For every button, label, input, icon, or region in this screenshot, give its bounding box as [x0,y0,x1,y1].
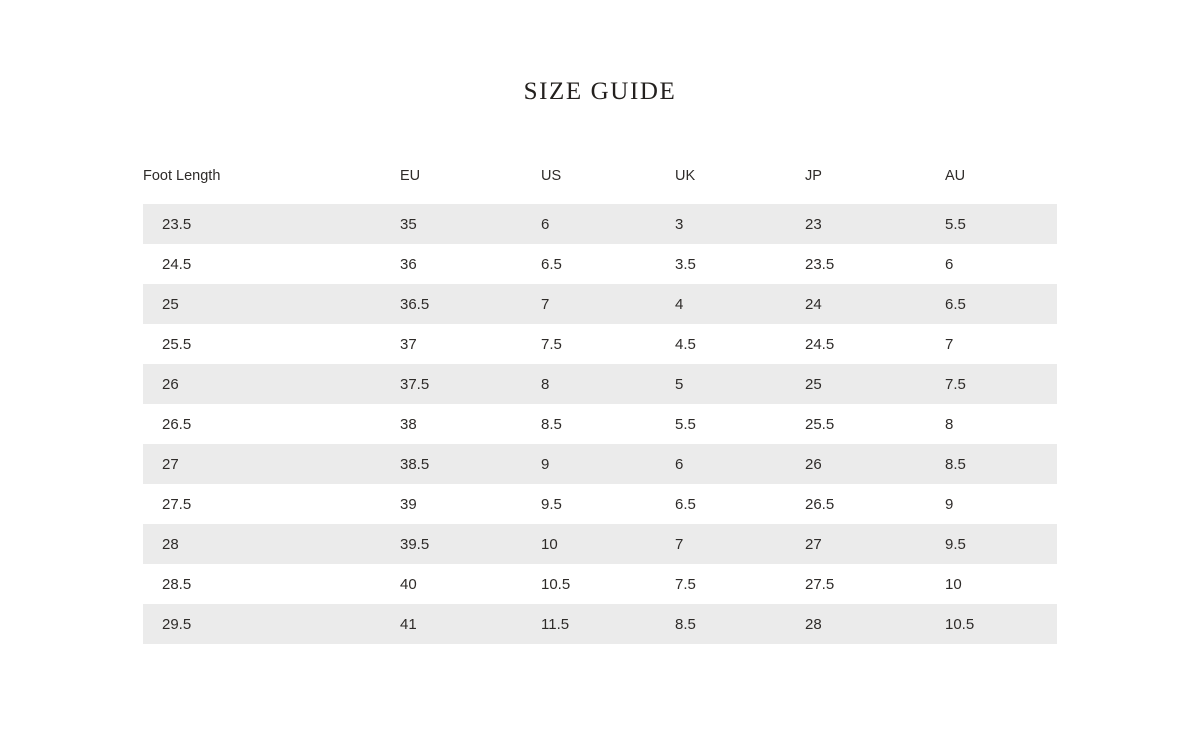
cell-foot-length: 28.5 [162,575,192,593]
cell-jp: 27.5 [805,575,835,593]
cell-au: 9 [945,495,954,513]
cell-au: 9.5 [945,524,1057,564]
size-guide-table [143,150,1057,644]
page-title: SIZE GUIDE [523,78,677,105]
cell-au: 6.5 [945,284,1057,324]
cell-au: 5.5 [945,204,1057,244]
cell-jp: 27 [805,524,945,564]
cell-au: 10 [945,575,962,593]
cell-uk: 6 [675,444,805,484]
table-header-row [143,150,1057,204]
column-header-us: US [541,168,562,184]
cell-eu: 39.5 [400,524,541,564]
cell-us: 6.5 [541,255,562,273]
cell-eu: 37.5 [400,364,541,404]
table-row [143,604,1057,644]
cell-au: 8 [945,415,954,433]
cell-foot-length: 27.5 [162,495,192,513]
cell-foot-length: 26.5 [162,415,192,433]
cell-uk: 5.5 [675,415,696,433]
column-header-uk: UK [675,168,696,184]
cell-us: 6 [541,204,675,244]
cell-eu: 37 [400,335,417,353]
cell-jp: 25.5 [805,415,835,433]
table-row [143,484,1057,524]
cell-uk: 7.5 [675,575,696,593]
cell-eu: 38.5 [400,444,541,484]
cell-us: 8 [541,364,675,404]
cell-foot-length: 26 [143,364,400,404]
cell-foot-length: 27 [143,444,400,484]
cell-uk: 3 [675,204,805,244]
cell-us: 7 [541,284,675,324]
cell-us: 10.5 [541,575,571,593]
cell-foot-length: 24.5 [162,255,192,273]
cell-au: 10.5 [945,604,1057,644]
cell-eu: 35 [400,204,541,244]
cell-au: 7 [945,335,954,353]
cell-jp: 25 [805,364,945,404]
cell-jp: 23 [805,204,945,244]
cell-eu: 36 [400,255,417,273]
cell-uk: 4.5 [675,335,696,353]
cell-us: 9 [541,444,675,484]
cell-au: 6 [945,255,954,273]
table-row [143,324,1057,364]
cell-us: 10 [541,524,675,564]
cell-jp: 24.5 [805,335,835,353]
cell-uk: 3.5 [675,255,696,273]
cell-jp: 26.5 [805,495,835,513]
cell-uk: 4 [675,284,805,324]
cell-foot-length: 23.5 [143,204,400,244]
cell-uk: 7 [675,524,805,564]
table-header [143,150,1057,204]
cell-eu: 36.5 [400,284,541,324]
cell-eu: 38 [400,415,417,433]
cell-us: 8.5 [541,415,562,433]
table-row [143,204,1057,244]
cell-au: 7.5 [945,364,1057,404]
cell-us: 7.5 [541,335,562,353]
table-row [143,524,1057,564]
table-row [143,564,1057,604]
column-header-au: AU [945,168,966,184]
cell-jp: 23.5 [805,255,835,273]
cell-eu: 41 [400,604,541,644]
cell-foot-length: 29.5 [143,604,400,644]
table-body [143,204,1057,644]
table-row [143,244,1057,284]
cell-foot-length: 25.5 [162,335,192,353]
cell-jp: 24 [805,284,945,324]
cell-uk: 8.5 [675,604,805,644]
table-row [143,284,1057,324]
column-header-eu: EU [400,168,421,184]
cell-au: 8.5 [945,444,1057,484]
cell-us: 11.5 [541,604,675,644]
table-row [143,404,1057,444]
cell-eu: 40 [400,575,417,593]
column-header-foot-length: Foot Length [143,168,221,184]
cell-jp: 28 [805,604,945,644]
cell-uk: 6.5 [675,495,696,513]
table-row [143,364,1057,404]
cell-eu: 39 [400,495,417,513]
cell-us: 9.5 [541,495,562,513]
column-header-jp: JP [805,168,822,184]
cell-jp: 26 [805,444,945,484]
cell-foot-length: 28 [143,524,400,564]
table-row [143,444,1057,484]
size-guide-table-container [143,150,1057,644]
cell-uk: 5 [675,364,805,404]
cell-foot-length: 25 [143,284,400,324]
